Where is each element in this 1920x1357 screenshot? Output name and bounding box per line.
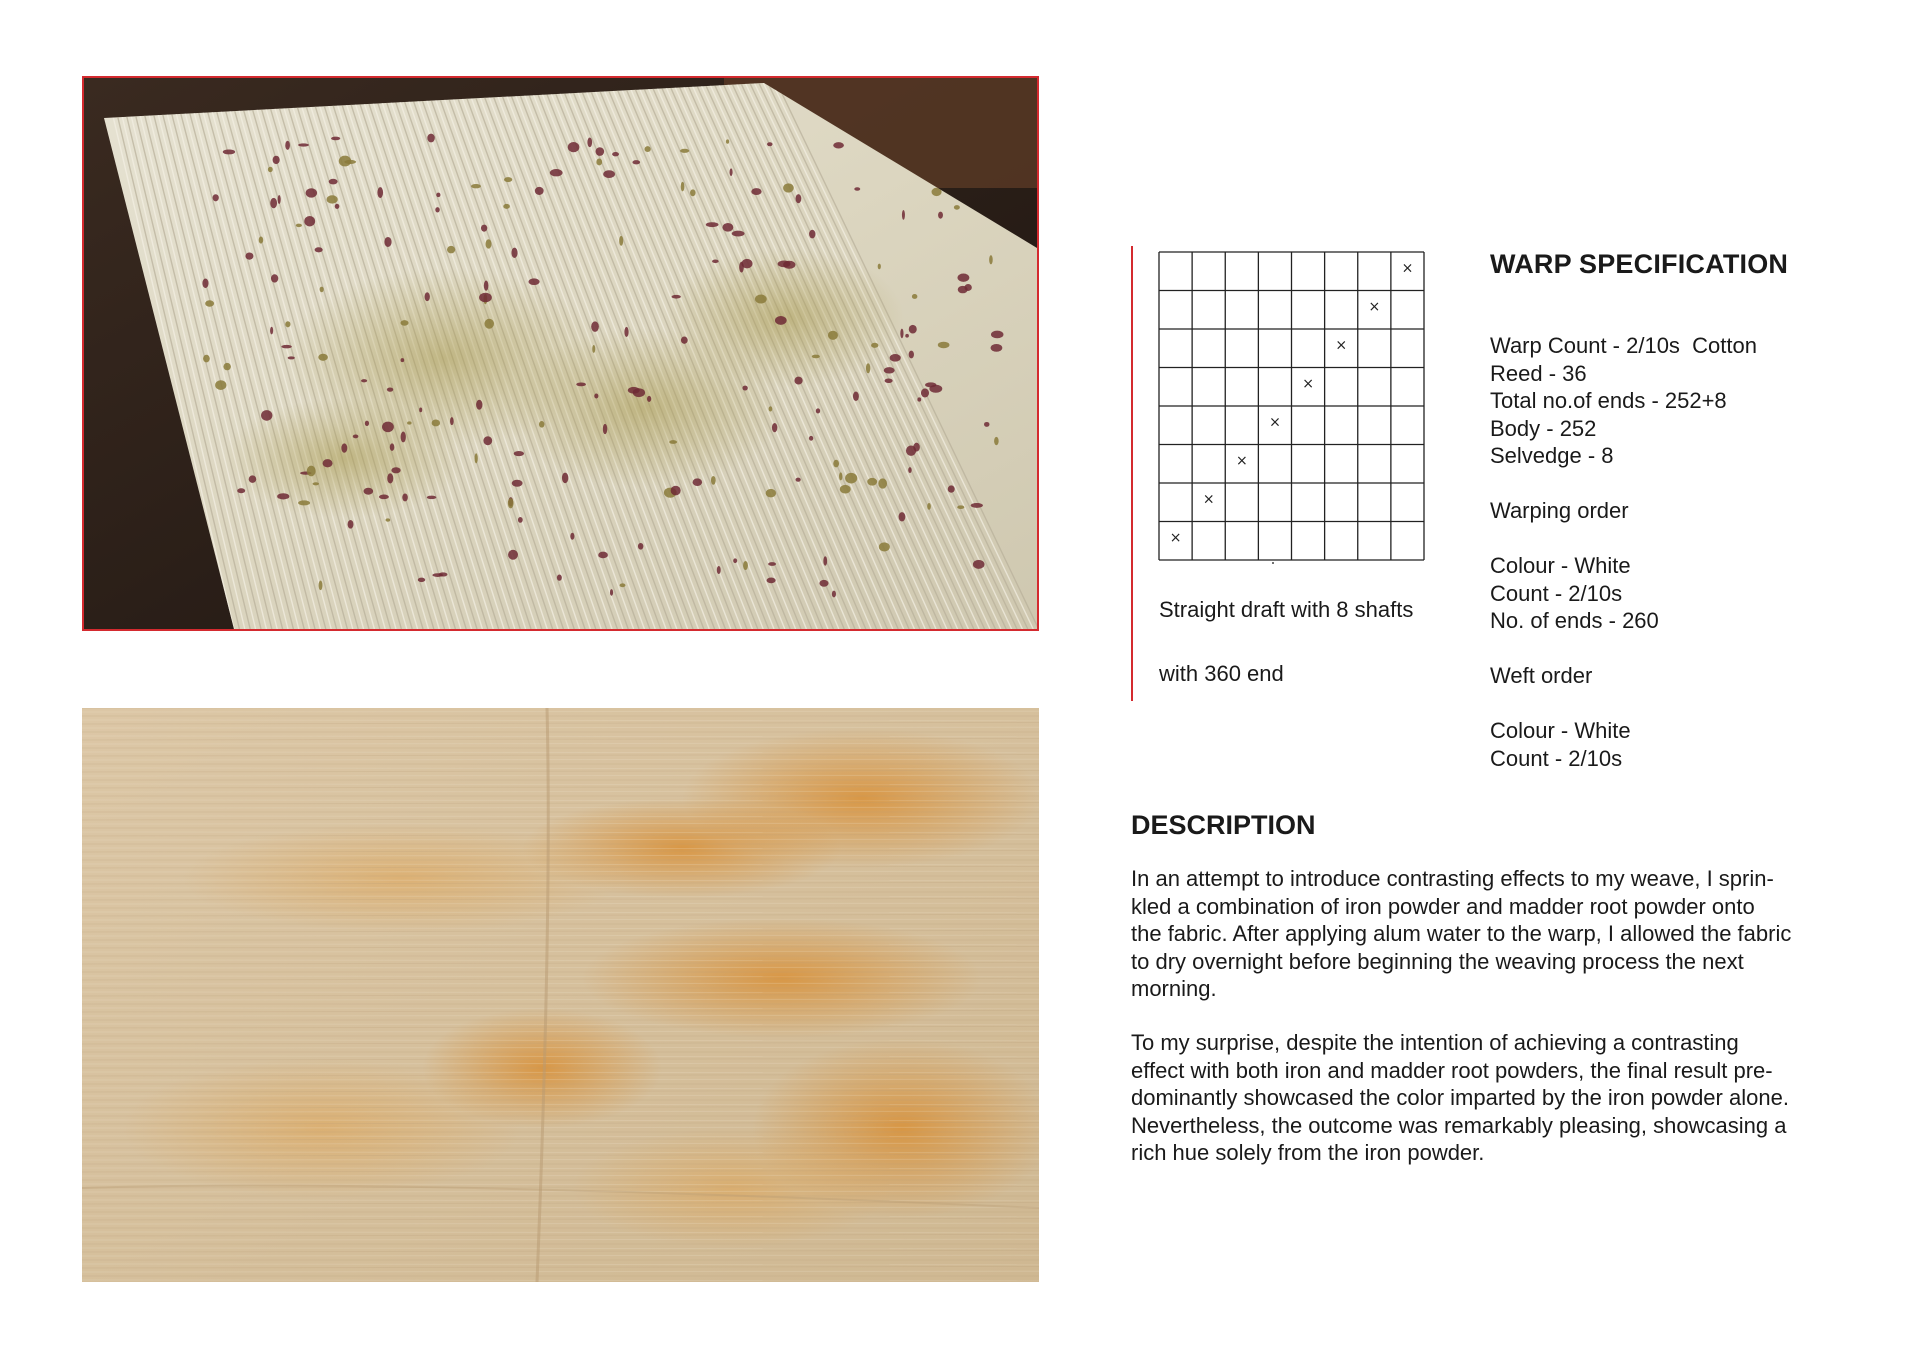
- madder-speck: [767, 142, 772, 146]
- madder-speck: [335, 204, 340, 209]
- madder-speck: [812, 355, 820, 359]
- madder-speck: [878, 478, 887, 488]
- madder-speck: [518, 517, 523, 523]
- warp-photo: [82, 76, 1039, 631]
- madder-speck: [273, 156, 280, 164]
- madder-speck: [690, 189, 696, 196]
- madder-speck: [402, 493, 408, 501]
- madder-speck: [400, 320, 408, 326]
- spec-line: Warping order: [1490, 498, 1629, 523]
- madder-speck: [327, 195, 338, 203]
- madder-speck: [281, 345, 292, 349]
- madder-speck: [603, 170, 615, 178]
- madder-speck: [871, 343, 878, 348]
- madder-speck: [680, 149, 689, 153]
- madder-speck: [938, 342, 950, 349]
- madder-speck: [743, 561, 748, 570]
- spec-line: Total no.of ends - 252+8: [1490, 388, 1727, 413]
- draft-caption-line1: Straight draft with 8 shafts: [1159, 597, 1414, 622]
- warp-spec-title: WARP SPECIFICATION: [1490, 249, 1789, 279]
- madder-speck: [432, 419, 440, 426]
- madder-speck: [971, 503, 983, 508]
- madder-speck: [387, 388, 393, 392]
- madder-speck: [348, 520, 354, 529]
- madder-speck: [570, 533, 574, 540]
- madder-speck: [447, 246, 455, 254]
- madder-speck: [598, 552, 608, 559]
- madder-speck: [672, 295, 681, 299]
- spec-line: [1490, 635, 1757, 663]
- spec-line: Colour - White: [1490, 718, 1631, 743]
- madder-speck: [633, 388, 645, 397]
- madder-speck: [603, 424, 607, 434]
- description-title: DESCRIPTION: [1131, 810, 1316, 840]
- madder-speck: [878, 264, 881, 270]
- madder-speck: [809, 436, 813, 441]
- madder-speck: [323, 459, 333, 467]
- madder-speck: [320, 287, 324, 293]
- madder-speck: [391, 467, 400, 473]
- madder-speck: [854, 187, 860, 191]
- madder-speck: [733, 558, 737, 563]
- spec-line: Body - 252: [1490, 415, 1597, 441]
- madder-speck: [562, 473, 568, 483]
- draft-mark: ×: [1302, 375, 1314, 392]
- description-line: dominantly showcased the color imparted by the iron powder alone.: [1131, 1085, 1789, 1110]
- madder-speck: [261, 410, 272, 421]
- madder-speck: [624, 327, 628, 337]
- madder-speck: [249, 475, 257, 482]
- madder-speck: [436, 193, 440, 197]
- madder-speck: [237, 488, 245, 493]
- madder-speck: [296, 224, 302, 227]
- draft-mark: ×: [1335, 337, 1348, 354]
- madder-speck: [382, 422, 394, 433]
- draft-mark: ×: [1401, 260, 1414, 277]
- madder-speck: [778, 260, 791, 267]
- madder-speck: [344, 160, 356, 164]
- madder-speck: [329, 179, 338, 185]
- accent-divider: [1131, 246, 1133, 701]
- madder-speck: [418, 578, 425, 582]
- madder-speck: [285, 321, 290, 327]
- madder-speck: [712, 259, 719, 263]
- description-line: Nevertheless, the outcome was remarkably pleasing, showcasing a: [1131, 1112, 1787, 1138]
- spec-line: Count - 2/10s: [1490, 580, 1623, 606]
- spec-line: No. of ends - 260: [1490, 608, 1659, 633]
- madder-speck: [315, 247, 323, 252]
- madder-speck: [722, 223, 733, 232]
- madder-speck: [938, 212, 943, 219]
- madder-speck: [476, 400, 482, 410]
- madder-speck: [823, 556, 827, 565]
- madder-speck: [833, 142, 844, 148]
- madder-speck: [885, 378, 893, 383]
- madder-speck: [365, 421, 369, 426]
- madder-speck: [730, 168, 733, 176]
- madder-speck: [717, 566, 721, 574]
- madder-speck: [313, 482, 319, 485]
- madder-speck: [271, 274, 278, 282]
- madder-speck: [693, 478, 703, 486]
- warp-spec-list: [1490, 332, 1757, 772]
- madder-speck: [647, 396, 651, 402]
- madder-speck: [783, 183, 794, 192]
- description-line: morning.: [1131, 976, 1217, 1001]
- madder-speck: [767, 578, 776, 584]
- fabric-photo: [82, 708, 1039, 1282]
- description-line: effect with both iron and madder root powders, the final result pre-: [1131, 1057, 1773, 1083]
- madder-speck: [288, 356, 295, 359]
- madder-speck: [435, 207, 439, 212]
- madder-speck: [331, 137, 340, 141]
- description-line: To my surprise, despite the intention of achieving a contrasting: [1131, 1030, 1739, 1055]
- madder-speck: [853, 392, 859, 401]
- madder-speck: [268, 167, 273, 172]
- madder-speck: [514, 451, 524, 456]
- madder-speck: [991, 344, 1003, 352]
- madder-speck: [989, 255, 993, 264]
- madder-speck: [905, 334, 909, 338]
- madder-speck: [726, 139, 729, 143]
- draft-mark: ×: [1269, 414, 1281, 431]
- madder-speck: [353, 434, 359, 438]
- madder-speck: [645, 146, 651, 152]
- draft-mark: ×: [1368, 298, 1381, 315]
- madder-speck: [595, 147, 604, 156]
- draft-mark: ×: [1169, 529, 1182, 546]
- madder-speck: [769, 406, 773, 411]
- madder-speck: [427, 496, 437, 500]
- madder-speck: [401, 358, 405, 362]
- madder-speck: [550, 169, 563, 176]
- madder-speck: [994, 437, 999, 445]
- madder-speck: [427, 134, 435, 143]
- madder-speck: [620, 583, 626, 587]
- madder-speck: [568, 142, 580, 152]
- madder-speck: [711, 476, 716, 485]
- madder-speck: [270, 198, 277, 208]
- madder-speck: [319, 581, 323, 591]
- madder-speck: [973, 560, 985, 569]
- madder-speck: [796, 194, 802, 203]
- madder-speck: [984, 422, 989, 427]
- madder-speck: [401, 432, 406, 443]
- madder-speck: [681, 337, 688, 344]
- madder-speck: [840, 485, 851, 494]
- madder-speck: [591, 321, 599, 332]
- description-line: In an attempt to introduce contrasting effects to my weave, I sprin-: [1131, 866, 1774, 891]
- madder-speck: [991, 331, 1004, 339]
- madder-speck: [484, 319, 494, 329]
- madder-speck: [213, 194, 219, 201]
- madder-speck: [638, 543, 643, 550]
- madder-speck: [755, 295, 767, 304]
- madder-speck: [741, 259, 752, 268]
- draft-mark: ×: [1202, 491, 1215, 508]
- madder-speck: [828, 331, 838, 340]
- madder-speck: [508, 550, 518, 560]
- warp-photo-image: [84, 78, 1037, 629]
- madder-speck: [819, 580, 828, 587]
- madder-speck: [285, 141, 290, 150]
- madder-speck: [706, 222, 719, 227]
- madder-speck: [205, 300, 214, 307]
- madder-speck: [921, 388, 929, 397]
- madder-speck: [203, 355, 210, 363]
- madder-speck: [202, 278, 208, 288]
- madder-speck: [539, 421, 545, 428]
- madder-speck: [925, 382, 936, 387]
- description-line: the fabric. After applying alum water to the warp, I allowed the fabric: [1131, 921, 1792, 946]
- madder-speck: [361, 379, 367, 382]
- madder-speck: [277, 493, 289, 499]
- madder-speck: [471, 184, 481, 188]
- madder-speck: [245, 252, 253, 259]
- spec-line: [1490, 690, 1757, 718]
- madder-speck: [535, 187, 544, 195]
- madder-speck: [511, 248, 517, 258]
- straight-draft-grid: [1158, 251, 1425, 561]
- madder-speck: [669, 440, 677, 444]
- madder-speck: [386, 518, 391, 521]
- madder-speck: [503, 204, 510, 209]
- madder-speck: [384, 237, 391, 247]
- madder-speck: [270, 327, 273, 335]
- description-line: rich hue solely from the iron powder.: [1131, 1140, 1485, 1165]
- madder-speck: [879, 542, 890, 551]
- madder-speck: [796, 478, 801, 482]
- madder-speck: [909, 351, 914, 359]
- madder-speck: [377, 187, 383, 198]
- madder-speck: [512, 480, 523, 487]
- madder-speck: [407, 421, 411, 424]
- madder-speck: [592, 345, 595, 353]
- madder-speck: [504, 177, 512, 182]
- madder-speck: [318, 354, 328, 361]
- madder-speck: [612, 152, 619, 156]
- madder-speck: [751, 188, 761, 195]
- madder-speck: [833, 460, 839, 468]
- madder-speck: [483, 436, 492, 445]
- madder-speck: [927, 503, 931, 510]
- spec-line: Warp Count - 2/10s Cotton: [1490, 333, 1757, 358]
- madder-speck: [484, 280, 489, 290]
- madder-speck: [450, 417, 454, 425]
- madder-speck: [908, 467, 912, 473]
- madder-speck: [304, 216, 315, 226]
- madder-speck: [486, 239, 492, 248]
- spec-line: Colour - White: [1490, 553, 1631, 578]
- madder-speck: [223, 363, 230, 370]
- description-line: kled a combination of iron powder and madder root powder onto: [1131, 893, 1755, 919]
- madder-speck: [794, 377, 802, 385]
- description-paragraph-1: [1131, 865, 1791, 1003]
- spec-line: [1490, 470, 1757, 498]
- madder-speck: [948, 485, 955, 492]
- madder-speck: [278, 195, 281, 204]
- madder-speck: [632, 160, 640, 164]
- madder-speck: [775, 316, 787, 325]
- madder-speck: [306, 188, 317, 197]
- madder-speck: [425, 292, 430, 301]
- madder-speck: [298, 143, 309, 146]
- madder-speck: [917, 397, 921, 401]
- madder-speck: [958, 286, 968, 293]
- madder-speck: [619, 236, 623, 246]
- madder-speck: [508, 498, 514, 508]
- madder-speck: [890, 354, 901, 362]
- madder-speck: [742, 386, 747, 391]
- madder-speck: [610, 589, 613, 596]
- madder-speck: [341, 443, 347, 452]
- madder-speck: [307, 466, 316, 477]
- madder-speck: [954, 205, 960, 210]
- madder-speck: [845, 473, 857, 484]
- spec-line: Reed - 36: [1490, 360, 1587, 386]
- madder-speck: [475, 453, 478, 463]
- madder-speck: [557, 574, 562, 580]
- madder-speck: [957, 505, 964, 509]
- spec-line: Count - 2/10s: [1490, 745, 1623, 771]
- madder-speck: [379, 495, 389, 500]
- spec-line: Weft order: [1490, 663, 1593, 688]
- madder-speck: [772, 423, 777, 432]
- madder-speck: [766, 489, 776, 498]
- madder-speck: [364, 488, 374, 495]
- description-line: to dry overnight before beginning the weaving process the next: [1131, 948, 1744, 974]
- madder-speck: [681, 182, 685, 192]
- draft-caption-line2: with 360 end: [1159, 661, 1284, 686]
- description-paragraph-2: [1131, 1029, 1789, 1167]
- madder-speck: [587, 137, 592, 147]
- draft-mark: ×: [1235, 452, 1248, 469]
- madder-speck: [732, 231, 745, 237]
- madder-speck: [899, 512, 906, 521]
- madder-speck: [259, 236, 264, 243]
- madder-speck: [432, 573, 443, 577]
- draft-dot: [1272, 562, 1274, 564]
- madder-speck: [298, 500, 310, 505]
- madder-speck: [816, 408, 820, 413]
- madder-speck: [909, 325, 917, 334]
- fabric-photo-image: [82, 708, 1039, 1282]
- madder-speck: [387, 473, 393, 483]
- madder-speck: [809, 230, 815, 239]
- madder-speck: [223, 149, 235, 154]
- madder-speck: [906, 446, 916, 456]
- madder-speck: [576, 382, 586, 386]
- madder-speck: [832, 591, 836, 598]
- spec-line: [1490, 525, 1757, 553]
- madder-speck: [839, 472, 842, 480]
- madder-speck: [215, 380, 226, 390]
- madder-speck: [900, 329, 903, 339]
- madder-speck: [671, 486, 681, 496]
- madder-speck: [902, 210, 905, 220]
- madder-speck: [481, 225, 487, 232]
- madder-speck: [479, 293, 492, 303]
- madder-speck: [528, 278, 539, 285]
- madder-speck: [866, 363, 870, 373]
- madder-speck: [867, 478, 877, 486]
- madder-speck: [957, 273, 969, 281]
- madder-speck: [594, 393, 598, 398]
- madder-speck: [596, 158, 602, 165]
- spec-line: Selvedge - 8: [1490, 443, 1614, 468]
- madder-speck: [419, 407, 422, 412]
- madder-speck: [884, 367, 895, 373]
- madder-speck: [912, 294, 917, 299]
- madder-speck: [390, 443, 395, 450]
- madder-speck: [768, 562, 776, 566]
